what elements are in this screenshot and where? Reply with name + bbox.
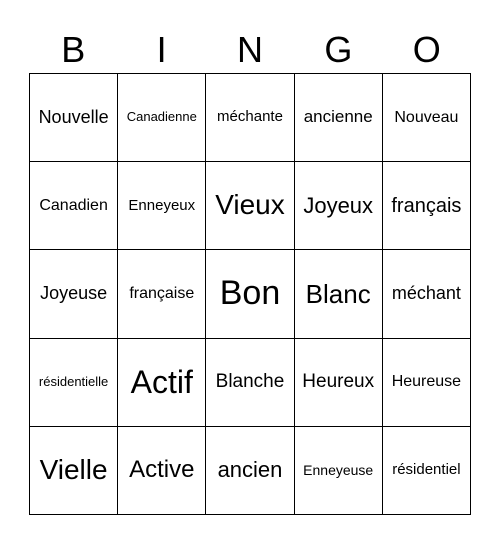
- bingo-cell-r5c5[interactable]: résidentiel: [383, 427, 471, 515]
- bingo-cell-r3c4[interactable]: Blanc: [295, 250, 383, 338]
- header-letter-o: O: [412, 29, 441, 70]
- bingo-header: [29, 27, 471, 73]
- bingo-cell-r2c4[interactable]: Joyeux: [295, 162, 383, 250]
- header-letter-g: G: [324, 29, 353, 70]
- bingo-cell-r3c3[interactable]: Bon: [206, 250, 294, 338]
- bingo-board: [29, 73, 471, 515]
- bingo-cell-r4c1[interactable]: résidentielle: [30, 339, 118, 427]
- bingo-cell-r4c4[interactable]: Heureux: [295, 339, 383, 427]
- bingo-cell-r1c3[interactable]: méchante: [206, 74, 294, 162]
- bingo-cell-r5c1[interactable]: Vielle: [30, 427, 118, 515]
- bingo-cell-r3c1[interactable]: Joyeuse: [30, 250, 118, 338]
- bingo-cell-r2c5[interactable]: français: [383, 162, 471, 250]
- bingo-cell-r1c5[interactable]: Nouveau: [383, 74, 471, 162]
- bingo-cell-r5c3[interactable]: ancien: [206, 427, 294, 515]
- bingo-cell-r2c1[interactable]: Canadien: [30, 162, 118, 250]
- bingo-cell-r5c2[interactable]: Active: [118, 427, 206, 515]
- bingo-cell-r2c3[interactable]: Vieux: [206, 162, 294, 250]
- bingo-cell-r4c5[interactable]: Heureuse: [383, 339, 471, 427]
- bingo-cell-r4c3[interactable]: Blanche: [206, 339, 294, 427]
- bingo-cell-r4c2[interactable]: Actif: [118, 339, 206, 427]
- header-letter-i: I: [156, 29, 167, 70]
- bingo-cell-r1c2[interactable]: Canadienne: [118, 74, 206, 162]
- bingo-cell-r2c2[interactable]: Enneyeux: [118, 162, 206, 250]
- header-letter-b: B: [61, 29, 86, 70]
- bingo-cell-r1c1[interactable]: Nouvelle: [30, 74, 118, 162]
- bingo-cell-r3c2[interactable]: française: [118, 250, 206, 338]
- bingo-cell-r1c4[interactable]: ancienne: [295, 74, 383, 162]
- header-letter-n: N: [236, 29, 263, 70]
- bingo-cell-r3c5[interactable]: méchant: [383, 250, 471, 338]
- bingo-cell-r5c4[interactable]: Enneyeuse: [295, 427, 383, 515]
